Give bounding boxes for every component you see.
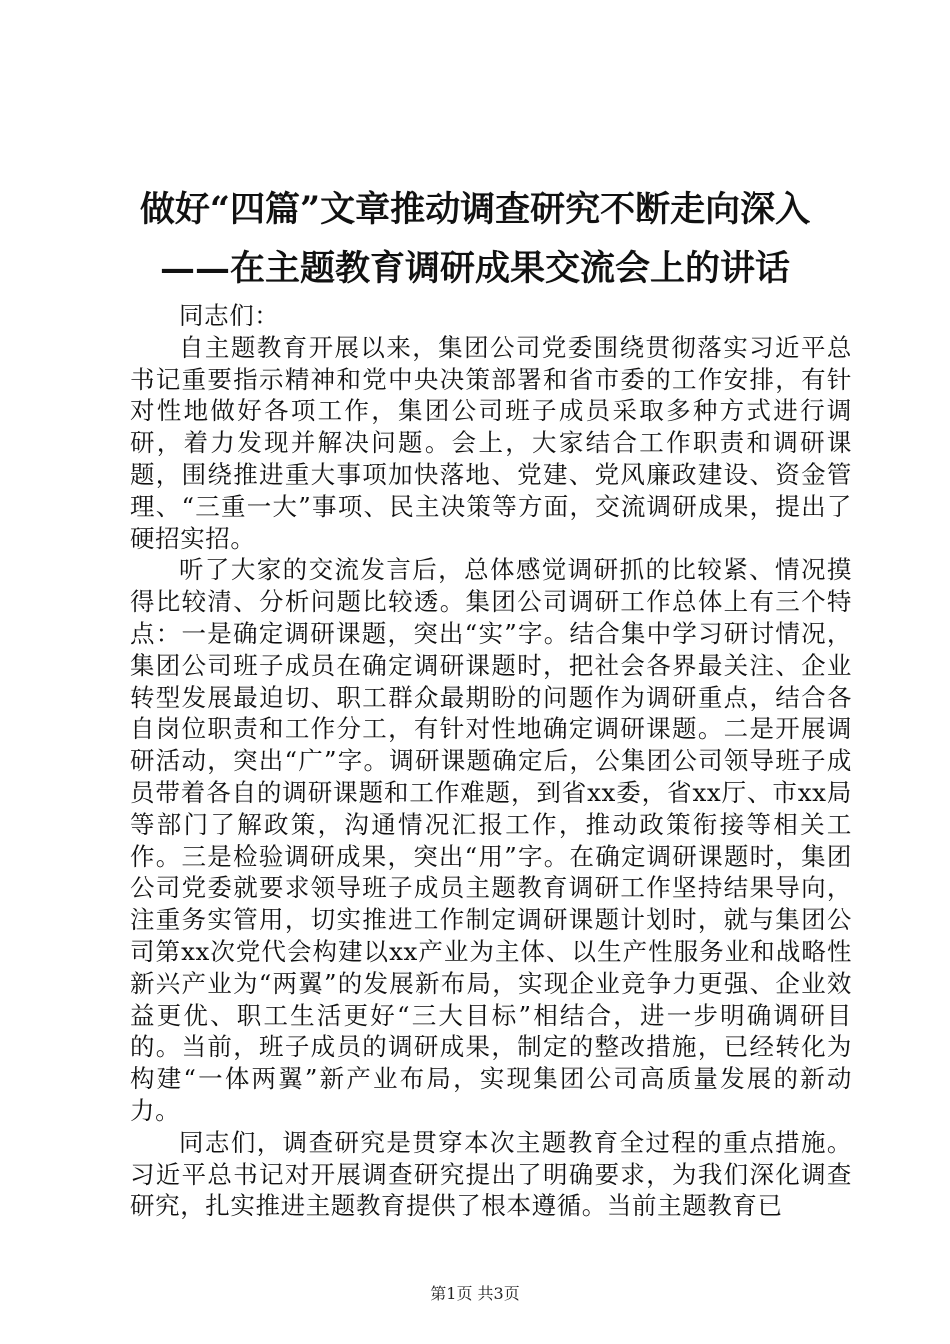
document-subtitle: ——在主题教育调研成果交流会上的讲话: [159, 248, 790, 289]
document-body: [130, 300, 852, 1222]
body-paragraph: 同志们，调查研究是贯穿本次主题教育全过程的重点措施。习近平总书记对开展调查研究提出了明确要求，为我们深化调查研究，扎实推进主题教育提供了根本遵循。当前主题教育已: [130, 1127, 852, 1221]
page-footer: 第1页 共3页: [430, 1284, 520, 1303]
salutation-paragraph: 同志们：: [179, 301, 280, 330]
body-paragraph: 自主题教育开展以来，集团公司党委围绕贯彻落实习近平总书记重要指示精神和党中央决策部署和省市委的工作安排，有针对性地做好各项工作，集团公司班子成员采取多种方式进行调研，着力发现并解决问题。会上，大家结合工作职责和调研课题，围绕推进重大事项加快落地、党建、党风廉政建设、资金管理、“三重一大”事项、民主决策等方面，交流调研成果，提出了硬招实招。: [130, 332, 852, 553]
document-title: 做好“四篇”文章推动调查研究不断走向深入: [139, 189, 811, 230]
body-paragraph: 听了大家的交流发言后，总体感觉调研抓的比较紧、情况摸得比较清、分析问题比较透。集团公司调研工作总体上有三个特点：一是确定调研课题，突出“实”字。结合集中学习研讨情况，集团公司班子成员在确定调研课题时，把社会各界最关注、企业转型发展最迫切、职工群众最期盼的问题作为调研重点，结合各自岗位职责和工作分工，有针对性地确定调研课题。二是开展调研活动，突出“广”字。调研课题确定后，公集团公司领导班子成员带着各自的调研课题和工作难题，到省xx委，省xx厅、市xx局等部门了解政策，沟通情况汇报工作，推动政策衔接等相关工作。三是检验调研成果，突出“用”字。在确定调研课题时，集团公司党委就要求领导班子成员主题教育调研工作坚持结果导向，注重务实管用，切实推进工作制定调研课题计划时，就与集团公司第xx次党代会构建以xx产业为主体、以生产性服务业和战略性新兴产业为“两翼”的发展新布局，实现企业竞争力更强、企业效益更优、职工生活更好“三大目标”相结合，进一步明确调研目的。当前，班子成员的调研成果，制定的整改措施，已经转化为构建“一体两翼”新产业布局，实现集团公司高质量发展的新动力。: [130, 555, 852, 1125]
